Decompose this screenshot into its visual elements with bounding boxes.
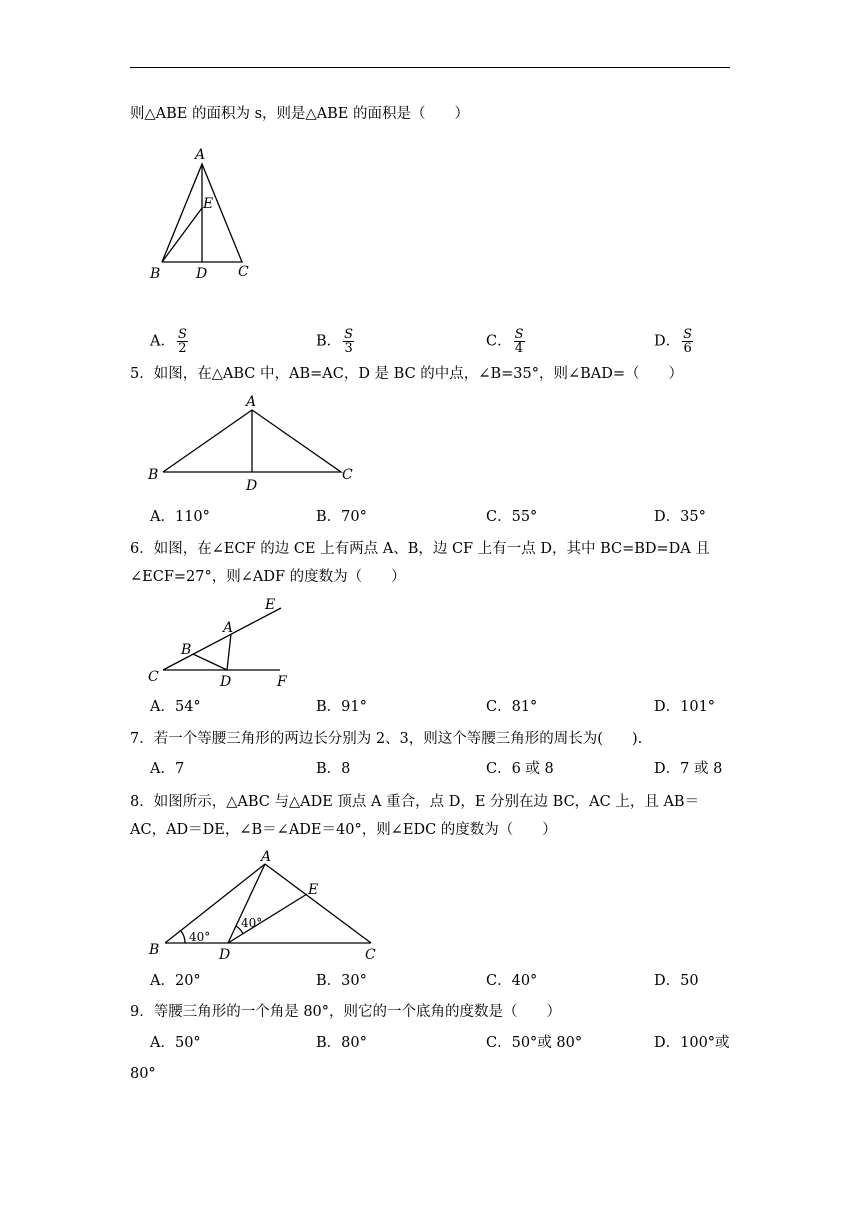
q7-option-c[interactable]: C．6 或 8	[486, 761, 554, 777]
q8-label-b: B	[149, 942, 160, 958]
q9-option-a[interactable]: A．50°	[150, 1035, 201, 1051]
q5-option-d[interactable]: D．35°	[654, 509, 706, 525]
q6-label-c: C	[148, 669, 159, 685]
q4-label-a: A	[195, 147, 206, 163]
q5-label-c: C	[342, 467, 353, 483]
q4-figure	[140, 142, 280, 282]
q4-option-c[interactable]: C． $\frac{S}{4}$	[486, 327, 524, 356]
q4-option-d[interactable]: D． $\frac{S}{6}$	[654, 327, 693, 356]
q6-label-f: F	[277, 674, 287, 690]
q5-label-d: D	[246, 478, 258, 494]
q4-label-e: E	[203, 196, 214, 212]
q5-label-a: A	[246, 394, 257, 410]
q4-option-b-fraction: $\frac{S}{3}$	[344, 327, 354, 356]
q8-stem-line2: AC，AD＝DE，∠B＝∠ADE＝40°，则∠EDC 的度数为（ ）	[130, 822, 557, 838]
q7-option-d[interactable]: D．7 或 8	[654, 761, 723, 777]
q4-label-b: B	[150, 266, 161, 282]
q6-option-a[interactable]: A．54°	[150, 699, 201, 715]
q6-stem-line1: 6．如图，在∠ECF 的边 CE 上有两点 A、B，边 CF 上有一点 D，其中 BC=BD=DA 且	[130, 541, 710, 557]
q6-label-b: B	[181, 642, 192, 658]
q8-option-b[interactable]: B．30°	[316, 973, 367, 989]
q4-option-a-fraction: $\frac{S}{2}$	[177, 327, 187, 356]
q4-option-c-fraction: $\frac{S}{4}$	[514, 327, 524, 356]
q8-label-e: E	[308, 882, 319, 898]
q8-figure	[145, 849, 385, 964]
q9-option-c[interactable]: C．50°或 80°	[486, 1035, 583, 1051]
q5-stem: 5．如图，在△ABC 中，AB=AC，D 是 BC 的中点，∠B=35°，则∠BAD=（ ）	[130, 366, 683, 382]
q4-option-b[interactable]: B． $\frac{S}{3}$	[316, 327, 354, 356]
q6-label-d: D	[220, 674, 232, 690]
q8-label-a: A	[261, 849, 272, 865]
q8-label-c: C	[365, 947, 376, 963]
q6-label-e: E	[265, 597, 276, 613]
q4-label-d: D	[196, 266, 208, 282]
q8-option-a[interactable]: A．20°	[150, 973, 201, 989]
q5-option-a[interactable]: A．110°	[150, 509, 210, 525]
q9-stem: 9．等腰三角形的一个角是 80°，则它的一个底角的度数是（ ）	[130, 1004, 562, 1020]
q6-stem-line2: ∠ECF=27°，则∠ADF 的度数为（ ）	[130, 569, 406, 585]
q6-figure	[145, 596, 305, 691]
q5-option-b[interactable]: B．70°	[316, 509, 367, 525]
q9-option-d-wrap: 80°	[130, 1066, 156, 1082]
q9-option-d[interactable]: D．100°或	[654, 1035, 730, 1051]
q8-label-d: D	[219, 947, 231, 963]
q8-option-c[interactable]: C．40°	[486, 973, 538, 989]
q4-option-d-fraction: $\frac{S}{6}$	[683, 327, 693, 356]
q5-label-b: B	[148, 467, 159, 483]
q7-stem: 7．若一个等腰三角形的两边长分别为 2、3，则这个等腰三角形的周长为( ).	[130, 731, 643, 747]
q6-option-b[interactable]: B．91°	[316, 699, 367, 715]
q6-option-d[interactable]: D．101°	[654, 699, 716, 715]
q9-option-b[interactable]: B．80°	[316, 1035, 367, 1051]
q8-option-d[interactable]: D．50	[654, 973, 699, 989]
header-rule	[130, 67, 730, 68]
q8-angle-d: 40°	[241, 916, 263, 930]
q4-label-c: C	[238, 264, 249, 280]
q8-angle-b: 40°	[189, 930, 211, 944]
q7-option-b[interactable]: B．8	[316, 761, 351, 777]
q6-option-c[interactable]: C．81°	[486, 699, 538, 715]
q4-stem: 则△ABE 的面积为 s，则是△ABE 的面积是（ ）	[130, 106, 469, 122]
q5-option-c[interactable]: C．55°	[486, 509, 538, 525]
q5-figure	[145, 393, 375, 493]
q8-stem-line1: 8．如图所示，△ABC 与△ADE 顶点 A 重合，点 D，E 分别在边 BC，AC 上，且 AB＝	[130, 794, 700, 810]
q6-label-a: A	[223, 620, 234, 636]
q4-option-a[interactable]: A． $\frac{S}{2}$	[150, 327, 187, 356]
q7-option-a[interactable]: A．7	[150, 761, 185, 777]
